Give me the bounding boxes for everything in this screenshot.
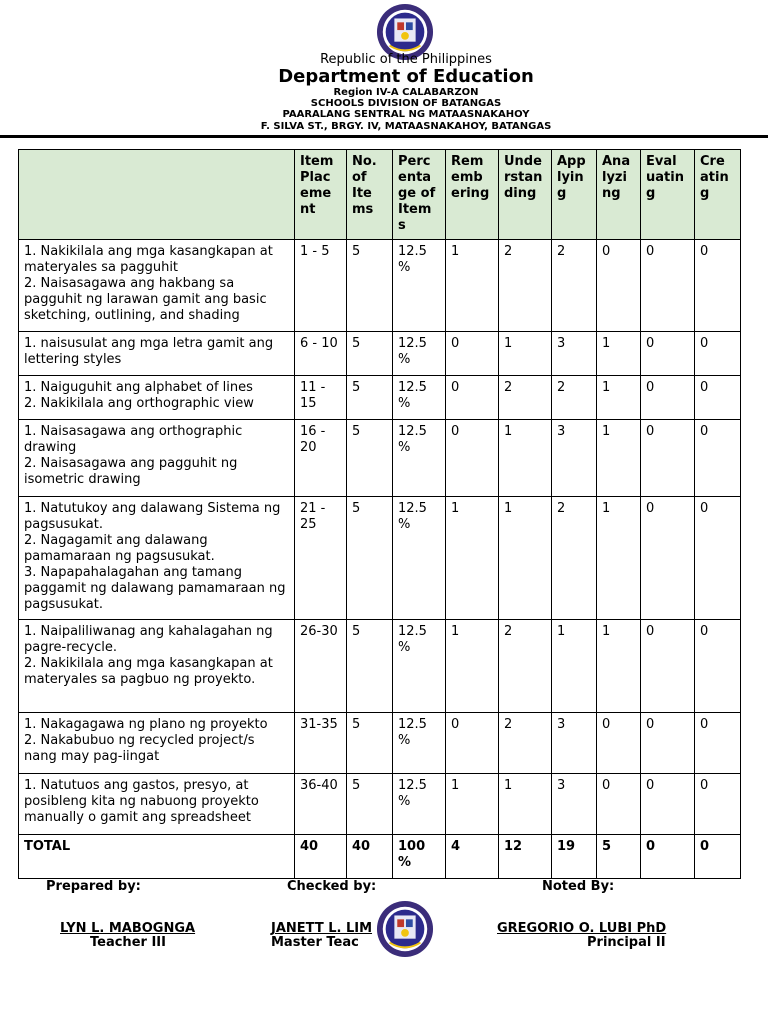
cell-total-item-placement: 40 bbox=[295, 835, 347, 879]
cell-no-of-items: 5 bbox=[347, 713, 393, 774]
cell-creating: 0 bbox=[695, 420, 741, 497]
header-divider bbox=[0, 135, 768, 138]
noted-by-name: GREGORIO O. LUBI PhD bbox=[497, 921, 667, 936]
cell-evaluating: 0 bbox=[641, 497, 695, 620]
cell-analyzing: 1 bbox=[597, 420, 641, 497]
col-understanding: Unde rstan ding bbox=[499, 150, 552, 240]
cell-item-placement: 36-40 bbox=[295, 774, 347, 835]
cell-total-no-of-items: 40 bbox=[347, 835, 393, 879]
checked-by-label: Checked by: bbox=[287, 879, 377, 894]
cell-total-applying: 19 bbox=[552, 835, 597, 879]
cell-remembering: 0 bbox=[446, 376, 499, 420]
cell-item-placement: 6 - 10 bbox=[295, 332, 347, 376]
cell-creating: 0 bbox=[695, 620, 741, 713]
cell-evaluating: 0 bbox=[641, 240, 695, 332]
cell-no-of-items: 5 bbox=[347, 240, 393, 332]
cell-objective: 1. Natutukoy ang dalawang Sistema ng pagsusukat. 2. Nagagamit ang dalawang pamamaraan ng pagsusukat. 3. Napapahalagahan ang tamang paggamit ng dalawang pamamaraan ng pagsusukat. bbox=[19, 497, 295, 620]
cell-analyzing: 0 bbox=[597, 774, 641, 835]
prepared-by-label: Prepared by: bbox=[46, 879, 141, 894]
cell-applying: 3 bbox=[552, 774, 597, 835]
col-no-of-items: No. of Ite ms bbox=[347, 150, 393, 240]
cell-percentage: 12.5 % bbox=[393, 376, 446, 420]
cell-remembering: 1 bbox=[446, 240, 499, 332]
cell-remembering: 0 bbox=[446, 332, 499, 376]
table-row bbox=[19, 774, 741, 835]
cell-remembering: 1 bbox=[446, 497, 499, 620]
cell-analyzing: 1 bbox=[597, 332, 641, 376]
cell-total-understanding: 12 bbox=[499, 835, 552, 879]
cell-understanding: 1 bbox=[499, 497, 552, 620]
cell-understanding: 2 bbox=[499, 376, 552, 420]
cell-understanding: 2 bbox=[499, 713, 552, 774]
deped-seal-icon bbox=[376, 900, 434, 958]
cell-applying: 2 bbox=[552, 376, 597, 420]
cell-creating: 0 bbox=[695, 376, 741, 420]
table-row bbox=[19, 420, 741, 497]
header-region: Region IV-A CALABARZON bbox=[333, 87, 479, 98]
checked-by-name: JANETT L. LIM bbox=[271, 921, 373, 936]
cell-creating: 0 bbox=[695, 713, 741, 774]
cell-evaluating: 0 bbox=[641, 620, 695, 713]
cell-creating: 0 bbox=[695, 774, 741, 835]
cell-percentage: 12.5 % bbox=[393, 332, 446, 376]
cell-evaluating: 0 bbox=[641, 376, 695, 420]
cell-evaluating: 0 bbox=[641, 774, 695, 835]
cell-applying: 2 bbox=[552, 497, 597, 620]
cell-understanding: 1 bbox=[499, 774, 552, 835]
table-row bbox=[19, 332, 741, 376]
cell-remembering: 1 bbox=[446, 774, 499, 835]
cell-total-analyzing: 5 bbox=[597, 835, 641, 879]
col-objectives bbox=[19, 150, 295, 240]
cell-applying: 3 bbox=[552, 332, 597, 376]
cell-remembering: 0 bbox=[446, 713, 499, 774]
cell-no-of-items: 5 bbox=[347, 332, 393, 376]
cell-total-remembering: 4 bbox=[446, 835, 499, 879]
cell-percentage: 12.5 % bbox=[393, 420, 446, 497]
cell-no-of-items: 5 bbox=[347, 497, 393, 620]
cell-percentage: 12.5 % bbox=[393, 713, 446, 774]
cell-item-placement: 26-30 bbox=[295, 620, 347, 713]
cell-objective: 1. Nakagagawa ng plano ng proyekto 2. Nakabubuo ng recycled project/s nang may pag-iingat bbox=[19, 713, 295, 774]
table-row bbox=[19, 713, 741, 774]
cell-no-of-items: 5 bbox=[347, 774, 393, 835]
table-of-specifications bbox=[18, 149, 741, 879]
cell-understanding: 1 bbox=[499, 420, 552, 497]
cell-creating: 0 bbox=[695, 240, 741, 332]
table-row bbox=[19, 620, 741, 713]
noted-by-label: Noted By: bbox=[542, 879, 615, 894]
col-analyzing: Ana lyzi ng bbox=[597, 150, 641, 240]
cell-item-placement: 16 - 20 bbox=[295, 420, 347, 497]
cell-applying: 2 bbox=[552, 240, 597, 332]
prepared-by-title: Teacher III bbox=[90, 935, 166, 950]
cell-total-creating: 0 bbox=[695, 835, 741, 879]
cell-analyzing: 0 bbox=[597, 240, 641, 332]
cell-no-of-items: 5 bbox=[347, 420, 393, 497]
cell-remembering: 0 bbox=[446, 420, 499, 497]
cell-evaluating: 0 bbox=[641, 332, 695, 376]
cell-total-evaluating: 0 bbox=[641, 835, 695, 879]
cell-no-of-items: 5 bbox=[347, 376, 393, 420]
cell-objective: 1. naisusulat ang mga letra gamit ang lettering styles bbox=[19, 332, 295, 376]
cell-evaluating: 0 bbox=[641, 420, 695, 497]
cell-creating: 0 bbox=[695, 332, 741, 376]
cell-total-label: TOTAL bbox=[19, 835, 295, 879]
checked-by-title: Master Teac bbox=[271, 935, 359, 950]
cell-analyzing: 1 bbox=[597, 620, 641, 713]
cell-understanding: 1 bbox=[499, 332, 552, 376]
cell-no-of-items: 5 bbox=[347, 620, 393, 713]
cell-applying: 1 bbox=[552, 620, 597, 713]
header-division: SCHOOLS DIVISION OF BATANGAS bbox=[310, 98, 502, 109]
cell-applying: 3 bbox=[552, 713, 597, 774]
header-address: F. SILVA ST., BRGY. IV, MATAASNAKAHOY, BATANGAS bbox=[260, 121, 552, 132]
table-header-row bbox=[19, 150, 741, 240]
cell-objective: 1. Naiguguhit ang alphabet of lines 2. Nakikilala ang orthographic view bbox=[19, 376, 295, 420]
cell-item-placement: 11 - 15 bbox=[295, 376, 347, 420]
cell-percentage: 12.5 % bbox=[393, 774, 446, 835]
col-applying: App lyin g bbox=[552, 150, 597, 240]
table-row bbox=[19, 497, 741, 620]
header-department: Department of Education bbox=[278, 66, 534, 87]
cell-percentage: 12.5 % bbox=[393, 240, 446, 332]
table-row bbox=[19, 376, 741, 420]
cell-item-placement: 31-35 bbox=[295, 713, 347, 774]
table-row bbox=[19, 240, 741, 332]
cell-objective: 1. Natutuos ang gastos, presyo, at posibleng kita ng nabuong proyekto manually o gamit ang spreadsheet bbox=[19, 774, 295, 835]
cell-creating: 0 bbox=[695, 497, 741, 620]
cell-understanding: 2 bbox=[499, 620, 552, 713]
col-creating: Cre atin g bbox=[695, 150, 741, 240]
cell-objective: 1. Nakikilala ang mga kasangkapan at materyales sa pagguhit 2. Naisasagawa ang hakbang sa pagguhit ng larawan gamit ang basic sketching, outlining, and shading bbox=[19, 240, 295, 332]
cell-understanding: 2 bbox=[499, 240, 552, 332]
cell-item-placement: 1 - 5 bbox=[295, 240, 347, 332]
cell-objective: 1. Naipaliliwanag ang kahalagahan ng pagre-recycle. 2. Nakikilala ang mga kasangkapan at materyales sa pagbuo ng proyekto. bbox=[19, 620, 295, 713]
header-school: PAARALANG SENTRAL NG MATAASNAKAHOY bbox=[282, 109, 530, 120]
cell-item-placement: 21 - 25 bbox=[295, 497, 347, 620]
cell-percentage: 12.5 % bbox=[393, 620, 446, 713]
cell-objective: 1. Naisasagawa ang orthographic drawing 2. Naisasagawa ang pagguhit ng isometric drawing bbox=[19, 420, 295, 497]
cell-percentage: 12.5 % bbox=[393, 497, 446, 620]
cell-applying: 3 bbox=[552, 420, 597, 497]
cell-evaluating: 0 bbox=[641, 713, 695, 774]
header-republic: Republic of the Philippines bbox=[320, 52, 492, 67]
noted-by-title: Principal II bbox=[587, 935, 666, 950]
cell-total-percentage: 100 % bbox=[393, 835, 446, 879]
cell-remembering: 1 bbox=[446, 620, 499, 713]
col-percentage: Perc enta ge of Item s bbox=[393, 150, 446, 240]
col-evaluating: Eval uatin g bbox=[641, 150, 695, 240]
cell-analyzing: 0 bbox=[597, 713, 641, 774]
prepared-by-name: LYN L. MABOGNGA bbox=[60, 921, 196, 936]
table-total-row bbox=[19, 835, 741, 879]
col-item-placement: Item Plac eme nt bbox=[295, 150, 347, 240]
cell-analyzing: 1 bbox=[597, 376, 641, 420]
cell-analyzing: 1 bbox=[597, 497, 641, 620]
col-remembering: Rem emb ering bbox=[446, 150, 499, 240]
